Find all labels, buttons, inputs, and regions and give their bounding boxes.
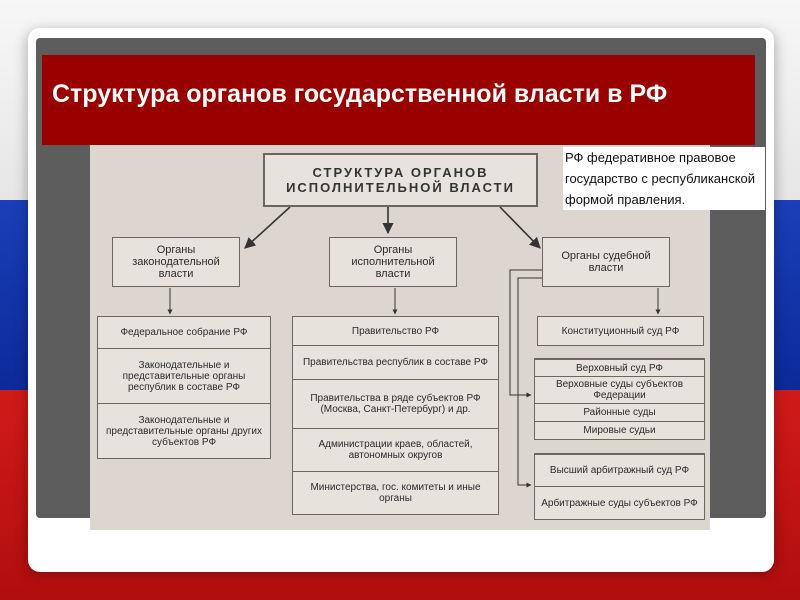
slide-note: РФ федеративное правовое государство с республиканской формой правления. [563, 147, 765, 210]
judicial-general-court: Районные суды [534, 403, 705, 422]
arrow-root-to-legislative [245, 207, 290, 248]
judicial-arbitration-court: Высший арбитражный суд РФ [534, 453, 705, 487]
judicial-general-court: Верховный суд РФ [534, 358, 705, 377]
diagram-root-box: СТРУКТУРА ОРГАНОВ ИСПОЛНИТЕЛЬНОЙ ВЛАСТИ [263, 153, 538, 207]
executive-item: Правительство РФ [292, 316, 499, 346]
arrow-root-to-judicial [500, 207, 540, 248]
legislative-item: Федеральное собрание РФ [97, 316, 271, 349]
executive-item: Министерства, гос. комитеты и иные органы [292, 471, 499, 515]
executive-item: Правительства республик в составе РФ [292, 345, 499, 380]
executive-item: Администрации краев, областей, автономных округов [292, 428, 499, 472]
branch-judicial-header: Органы судебной власти [542, 237, 670, 287]
judicial-constitutional-court: Конституционный суд РФ [537, 316, 704, 346]
executive-item: Правительства в ряде субъектов РФ (Москва, Санкт-Петербург) и др. [292, 379, 499, 429]
judicial-general-court: Верховные суды субъектов Федерации [534, 376, 705, 404]
branch-legislative-header: Органы законодательной власти [112, 237, 240, 287]
judicial-arbitration-court: Арбитражные суды субъектов РФ [534, 486, 705, 520]
branch-executive-header: Органы исполнительной власти [329, 237, 457, 287]
slide-title: Структура органов государственной власти в РФ [52, 80, 668, 108]
legislative-item: Законодательные и представительные органы других субъектов РФ [97, 403, 271, 459]
legislative-item: Законодательные и представительные органы республик в составе РФ [97, 348, 271, 404]
judicial-general-court: Мировые судьи [534, 421, 705, 440]
